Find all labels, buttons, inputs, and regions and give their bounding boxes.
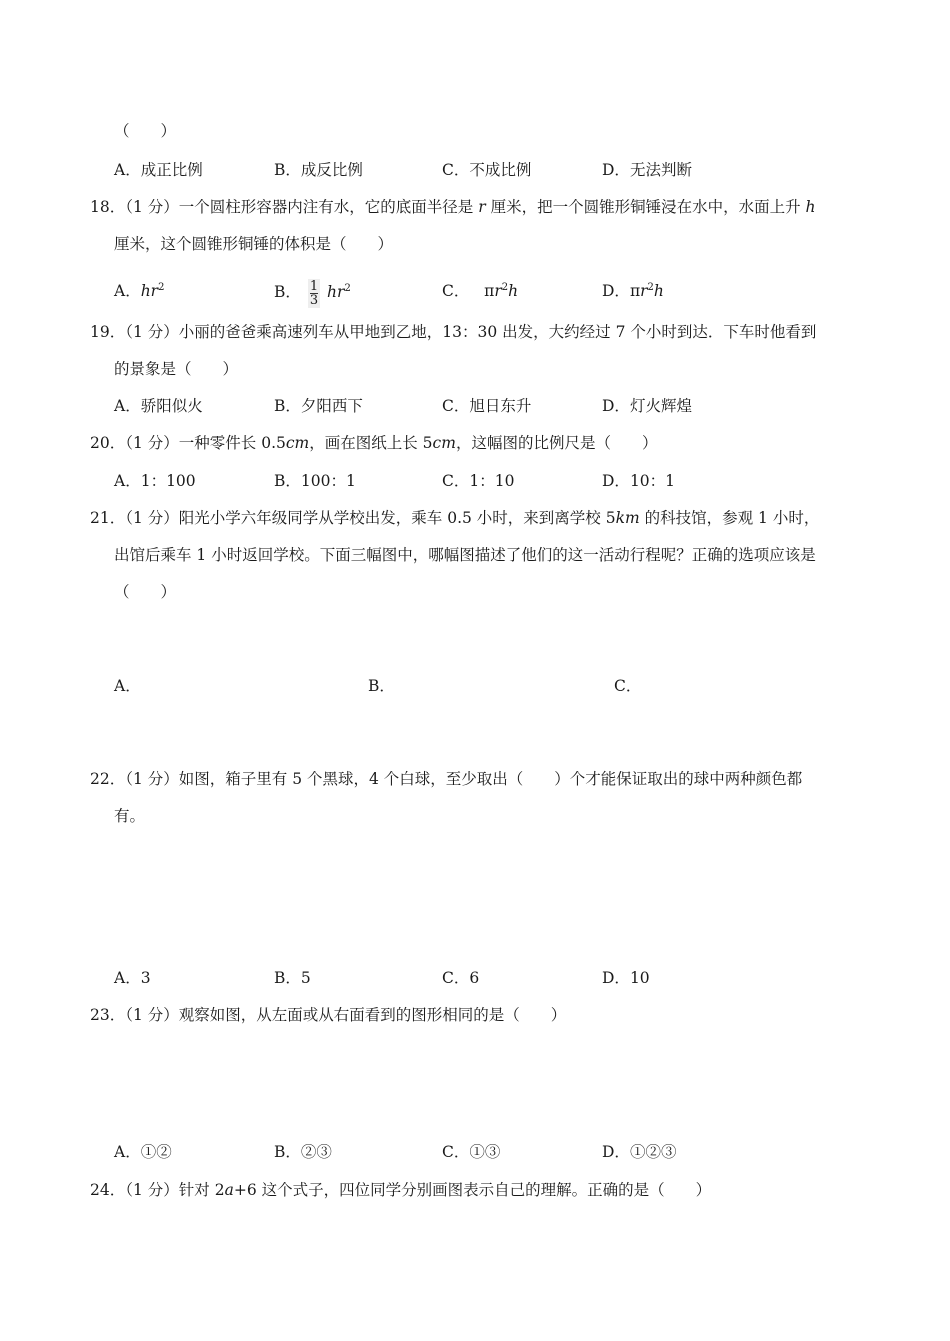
- q22-option-a[interactable]: A．3: [114, 969, 151, 987]
- q22-option-b[interactable]: B．5: [274, 969, 311, 987]
- q17-option-a[interactable]: A．成正比例: [114, 161, 203, 179]
- q19-stem-line2: 的景象是（ ）: [114, 360, 239, 378]
- q20-option-b[interactable]: B．100：1: [274, 472, 356, 490]
- q23-option-b[interactable]: B．②③: [274, 1143, 332, 1161]
- q21-stem-line3: （ ）: [114, 583, 177, 601]
- q23-stem: 23．（1 分）观察如图，从左面或从右面看到的图形相同的是（ ）: [90, 1006, 567, 1024]
- q17-paren: （ ）: [114, 122, 177, 140]
- q18-option-b[interactable]: B． $\frac{1}{3}$ $hr^2$: [274, 278, 351, 308]
- q17-option-c[interactable]: C．不成比例: [442, 161, 532, 179]
- q21-stem-line1: 21．（1 分）阳光小学六年级同学从学校出发，乘车 0.5 小时，来到离学校 5km 的科技馆，参观 1 小时，: [90, 509, 820, 527]
- q23-option-a[interactable]: A．①②: [114, 1143, 172, 1161]
- q21-option-c[interactable]: C．: [614, 677, 642, 695]
- q20-stem: 20．（1 分）一种零件长 0.5cm，画在图纸上长 5cm，这幅图的比例尺是（ ）: [90, 434, 658, 452]
- q23-option-c[interactable]: C．①③: [442, 1143, 501, 1161]
- q20-option-a[interactable]: A．1：100: [114, 472, 196, 490]
- q19-stem-line1: 19．（1 分）小丽的爸爸乘高速列车从甲地到乙地，13：30 出发，大约经过 7 个小时到达．下车时他看到: [90, 323, 817, 341]
- q20-option-d[interactable]: D．10：1: [602, 472, 676, 490]
- q21-option-a[interactable]: A．: [114, 677, 141, 695]
- q18-option-a[interactable]: A．$hr^2$: [114, 282, 165, 300]
- q21-stem-line2: 出馆后乘车 1 小时返回学校。下面三幅图中，哪幅图描述了他们的这一活动行程呢？正确的选项应该是: [114, 546, 816, 564]
- q23-option-d[interactable]: D．①②③: [602, 1143, 677, 1161]
- q18-stem-line1: 18．（1 分）一个圆柱形容器内注有水，它的底面半径是 r 厘米，把一个圆锥形铜锤浸在水中，水面上升 h: [90, 198, 816, 216]
- q24-stem: 24．（1 分）针对 2a+6 这个式子，四位同学分别画图表示自己的理解。正确的是（ ）: [90, 1181, 712, 1199]
- q18-option-d[interactable]: D．$\pi r^2h$: [602, 282, 664, 300]
- q19-option-c[interactable]: C．旭日东升: [442, 397, 532, 415]
- q19-option-a[interactable]: A．骄阳似火: [114, 397, 203, 415]
- q19-option-b[interactable]: B．夕阳西下: [274, 397, 363, 415]
- q17-option-b[interactable]: B．成反比例: [274, 161, 363, 179]
- q22-option-c[interactable]: C．6: [442, 969, 480, 987]
- q19-option-d[interactable]: D．灯火辉煌: [602, 397, 692, 415]
- q22-stem-line1: 22．（1 分）如图，箱子里有 5 个黑球，4 个白球，至少取出（ ）个才能保证取出的球中两种颜色都: [90, 770, 803, 788]
- q21-option-b[interactable]: B．: [368, 677, 395, 695]
- q17-option-d[interactable]: D．无法判断: [602, 161, 692, 179]
- fraction-one-third: $\frac{1}{3}$: [309, 278, 319, 308]
- q18-stem-line2: 厘米，这个圆锥形铜锤的体积是（ ）: [114, 235, 394, 253]
- q22-option-d[interactable]: D．10: [602, 969, 650, 987]
- q22-stem-line2: 有。: [114, 807, 146, 825]
- q20-option-c[interactable]: C．1：10: [442, 472, 515, 490]
- q18-option-c[interactable]: C． $\pi r^2h$: [442, 282, 519, 300]
